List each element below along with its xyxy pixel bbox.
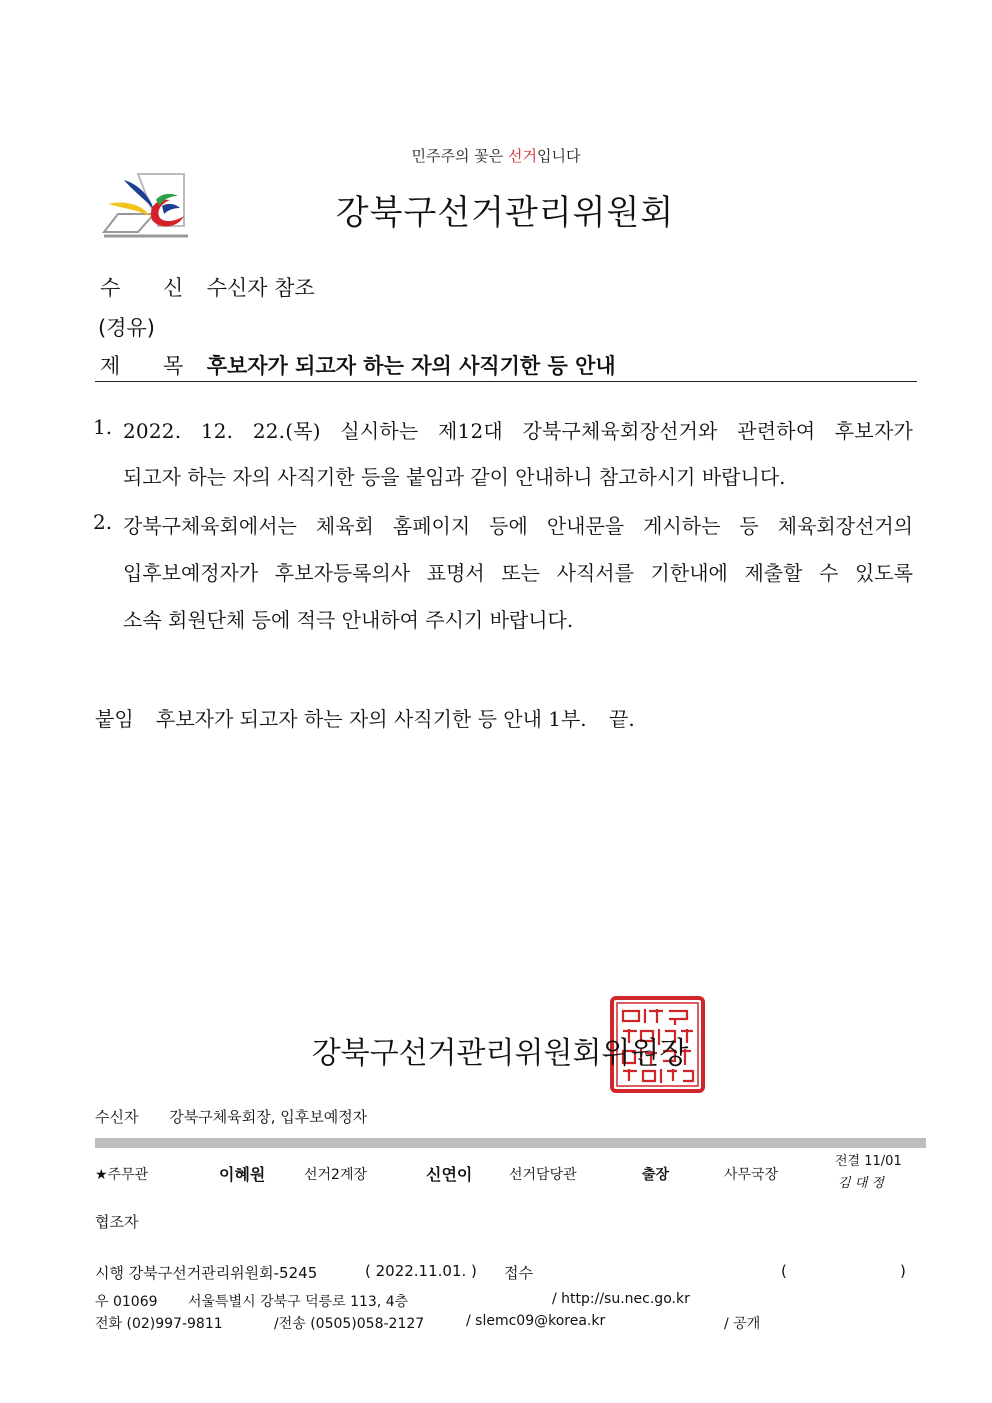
- website-link[interactable]: / http://su.nec.go.kr: [552, 1291, 690, 1307]
- final-signature: 김 대 정: [838, 1176, 884, 1191]
- enforcement-number: 시행 강북구선거관리위원회-5245: [95, 1264, 318, 1282]
- attachment-row: [95, 703, 635, 732]
- paragraph-2-line-1: 강북구체육회에서는 체육회 홈페이지 등에 안내문을 게시하는 등 체육회장선거의: [123, 514, 913, 538]
- subject-value: 후보자가 되고자 하는 자의 사직기한 등 안내: [206, 353, 616, 378]
- recipient-value: 수신자 참조: [206, 276, 315, 300]
- paragraph-1-line-1: 2022. 12. 22.(목) 실시하는 제12대 강북구체육회장선거와 관련하여 후보자가: [123, 419, 913, 443]
- reviewer1-title: 선거2계장: [304, 1167, 368, 1183]
- slogan: 민주주의 꽃은 선거입니다: [411, 147, 581, 165]
- paragraph-1-line-2: 되고자 하는 자의 사직기한 등을 붙임과 같이 안내하니 참고하시기 바랍니다.: [123, 465, 786, 489]
- receipt-paren-close: ): [900, 1262, 906, 1280]
- reviewer2-title: 선거담당관: [509, 1167, 577, 1183]
- receipt-label: 접수: [504, 1264, 533, 1282]
- footer-band: [95, 1138, 926, 1148]
- disclosure-status: / 공개: [724, 1316, 761, 1332]
- final-approval-date: 전결 11/01: [835, 1154, 902, 1169]
- phone: 전화 (02)997-9811: [95, 1316, 223, 1332]
- cooperation-label: 협조자: [95, 1213, 139, 1231]
- enforcement-date: ( 2022.11.01. ): [365, 1262, 477, 1280]
- end-mark: 끝.: [609, 707, 635, 731]
- subject-label: 제 목: [100, 354, 202, 378]
- paragraph-2-line-3: 소속 회원단체 등에 적극 안내하여 주시기 바랍니다.: [123, 608, 574, 632]
- attachment-value: 후보자가 되고자 하는 자의 사직기한 등 안내 1부.: [156, 707, 587, 731]
- subject-row: [100, 350, 616, 380]
- recipients-label: 수신자: [95, 1108, 139, 1126]
- reviewer2-status: 출장: [642, 1167, 670, 1183]
- recipient-label: 수 신: [100, 276, 202, 300]
- paragraph-2-line-2: 입후보예정자가 후보자등록의사 표명서 또는 사직서를 기한내에 제출할 수 있도록: [123, 561, 913, 585]
- via-label: (경유): [98, 316, 155, 340]
- reviewer1-name: 신연이: [426, 1165, 473, 1184]
- recipients-value: 강북구체육회장, 입후보예정자: [169, 1108, 368, 1126]
- organization-title: 강북구선거관리위원회: [335, 193, 675, 233]
- email-link[interactable]: / slemc09@korea.kr: [466, 1313, 606, 1329]
- final-title: 사무국장: [724, 1167, 779, 1183]
- recipients-row: [95, 1106, 367, 1127]
- attachment-label: 붙임: [95, 707, 134, 731]
- paragraph-1: 1. 2022. 12. 22.(목) 실시하는 제12대 강북구체육회장선거와 관련하여 후보자가: [93, 415, 913, 443]
- header-divider: [95, 381, 917, 382]
- address: 서울특별시 강북구 덕릉로 113, 4층: [188, 1294, 409, 1310]
- drafter-title: ★주무관: [95, 1167, 149, 1183]
- recipient-row: [100, 272, 315, 302]
- drafter-name: 이혜원: [219, 1165, 266, 1184]
- chairman-title: 강북구선거관리위원회위원장: [311, 1036, 689, 1071]
- paragraph-2: 2. 강북구체육회에서는 체육회 홈페이지 등에 안내문을 게시하는 등 체육회장선거의: [93, 510, 913, 538]
- receipt-paren-open: (: [781, 1262, 787, 1280]
- postal-code: 우 01069: [95, 1294, 158, 1310]
- fax: /전송 (0505)058-2127: [274, 1316, 425, 1332]
- slogan-accent: 선거: [508, 147, 537, 165]
